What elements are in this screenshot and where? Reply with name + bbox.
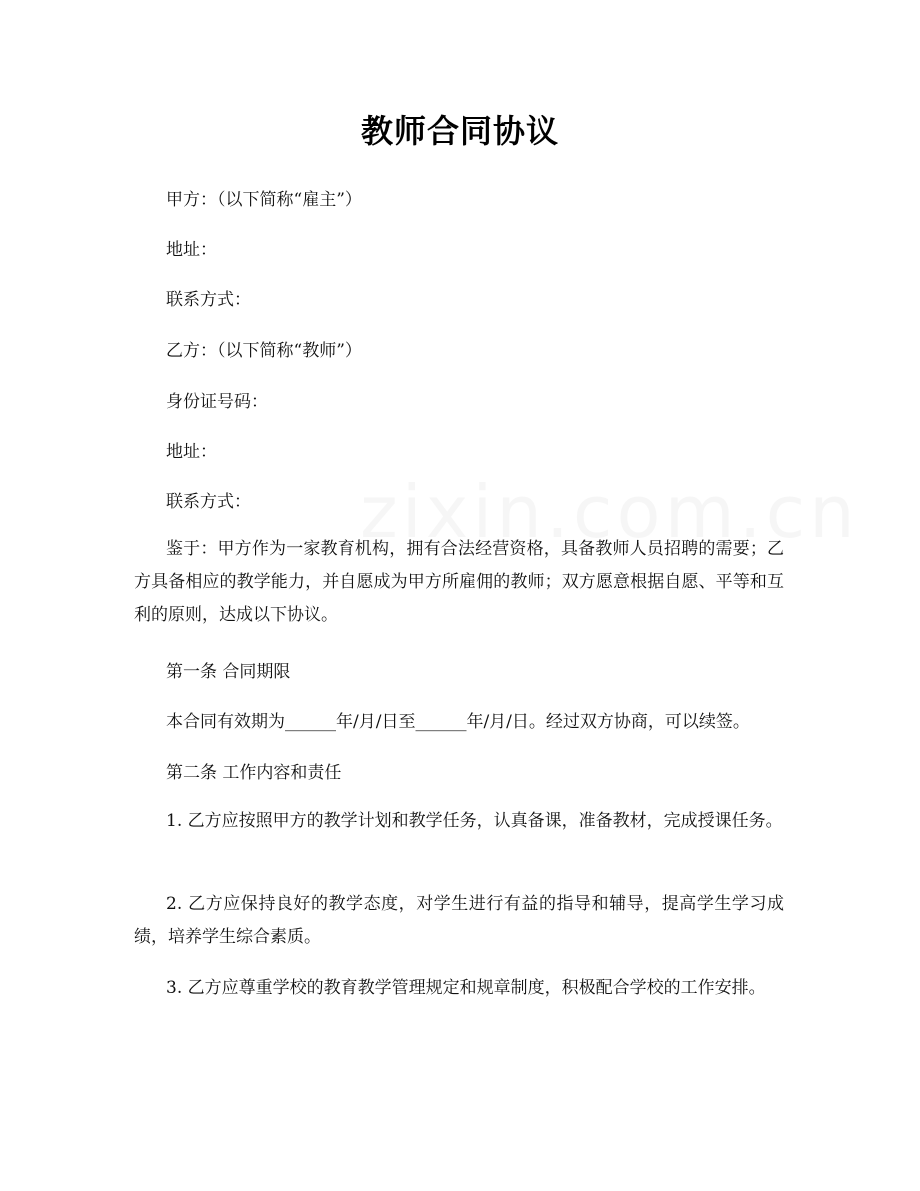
party-b-id-number: 身份证号码： — [166, 392, 268, 412]
article-1-text: 本合同有效期为______年/月/日至______年/月/日。经过双方协商，可以续签。 — [166, 712, 750, 732]
party-b-address: 地址： — [166, 442, 217, 462]
article-2-item-2: 2. 乙方应保持良好的教学态度，对学生进行有益的指导和辅导，提高学生学习成绩，培养学生综合素质。 — [134, 894, 784, 947]
article-1-heading: 第一条 合同期限 — [166, 662, 291, 682]
article-2-heading: 第二条 工作内容和责任 — [166, 763, 342, 783]
party-b-line: 乙方：（以下简称“教师”） — [166, 341, 362, 361]
preamble-paragraph: 鉴于：甲方作为一家教育机构，拥有合法经营资格，具备教师人员招聘的需要；乙方具备相应的教学能力，并自愿成为甲方所雇佣的教师；双方愿意根据自愿、平等和互利的原则，达成以下协议。 — [134, 539, 784, 625]
article-2-item-1: 1. 乙方应按照甲方的教学计划和教学任务，认真备课，准备教材，完成授课任务。 — [166, 811, 783, 831]
party-a-line: 甲方：（以下简称“雇主”） — [166, 190, 362, 210]
party-a-address: 地址： — [166, 240, 217, 260]
document-title: 教师合同协议 — [360, 112, 559, 150]
article-2-item-3: 3. 乙方应尊重学校的教育教学管理规定和规章制度，积极配合学校的工作安排。 — [166, 978, 766, 998]
party-a-contact: 联系方式： — [166, 290, 251, 310]
party-b-contact: 联系方式： — [166, 492, 251, 512]
